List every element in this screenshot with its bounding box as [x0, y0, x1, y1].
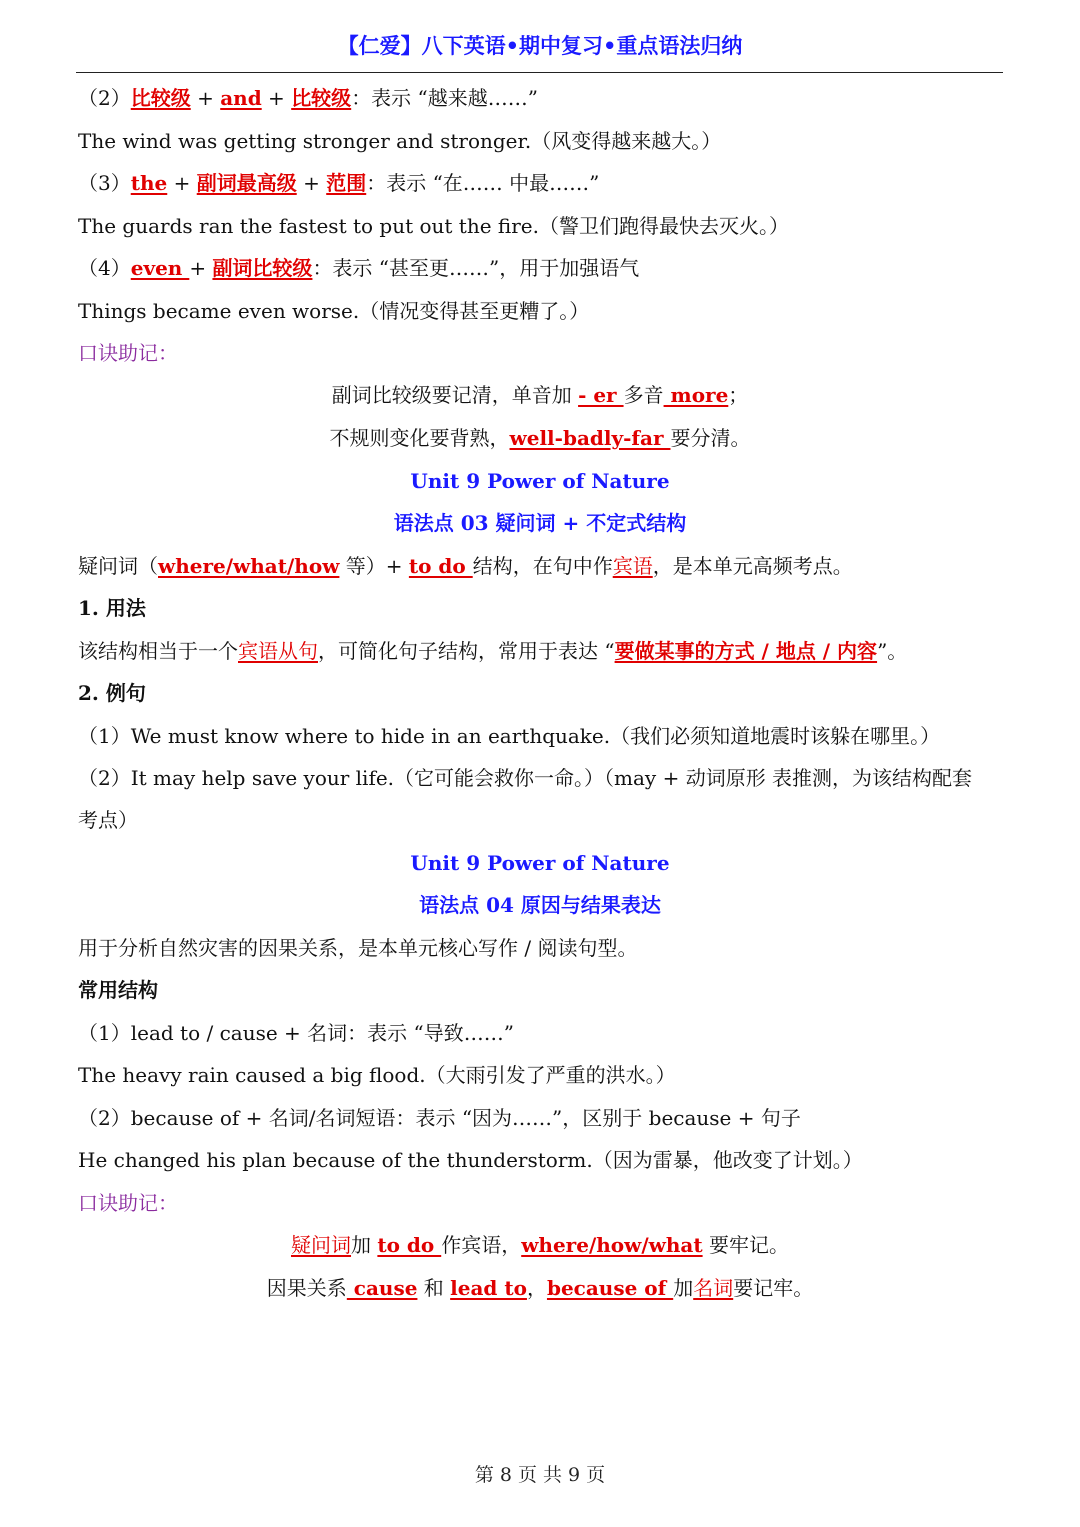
example-sentence: Things became even worse.（情况变得甚至更糟了。） — [78, 299, 590, 323]
keyword: 宾语从句 — [238, 639, 318, 663]
example-sentence: He changed his plan because of the thunderstorm.（因为雷暴，他改变了计划。） — [78, 1148, 863, 1172]
structure-3 — [78, 169, 1008, 197]
mnemonic-text: 要分清。 — [670, 426, 751, 450]
mnemonic-text: 不规则变化要背熟， — [329, 426, 510, 450]
keyword: - er — [578, 383, 624, 407]
structure-meaning: ：表示 “在…… 中最……” — [366, 171, 600, 195]
mnemonic-text: 多音 — [623, 383, 664, 407]
keyword: where/how/what — [521, 1233, 703, 1257]
keyword: 要做某事的方式 / 地点 / 内容 — [614, 639, 878, 663]
keyword: more — [663, 383, 729, 407]
keyword: 比较级 — [130, 86, 191, 110]
example-sentence-continued: 考点） — [78, 808, 138, 832]
usage-text-part: ，可简化句子结构，常用于表达 “ — [318, 639, 615, 663]
example-sentence: （2）It may help save your life.（它可能会救你一命。）（may + 动词原形 表推测，为该结构配套 — [78, 766, 973, 790]
structure-4 — [78, 254, 1008, 282]
usage-text — [78, 637, 1008, 665]
header-divider — [76, 72, 1003, 73]
keyword: cause — [346, 1276, 418, 1300]
keyword: 名词 — [693, 1276, 734, 1300]
mnemonic-line — [0, 1231, 1080, 1259]
subheading-common-structures: 常用结构 — [78, 978, 158, 1002]
mnemonic-label: 口诀助记： — [78, 341, 178, 365]
mnemonic-line — [0, 424, 1080, 452]
mnemonic-text: 加 — [351, 1233, 378, 1257]
structure-2-number: （2） — [78, 86, 131, 110]
keyword: lead to — [450, 1276, 527, 1300]
keyword: 范围 — [326, 171, 367, 195]
keyword: and — [220, 86, 262, 110]
structure-line: （2）because of + 名词/名词短语：表示 “因为……”，区别于 because + 句子 — [78, 1106, 801, 1130]
example-sentence: The heavy rain caused a big flood.（大雨引发了严重的洪水。） — [78, 1063, 676, 1087]
keyword: 比较级 — [291, 86, 352, 110]
keyword: because of — [546, 1276, 674, 1300]
usage-text-part: ”。 — [877, 639, 908, 663]
mnemonic-label: 口诀助记： — [78, 1191, 178, 1215]
mnemonic-text: 要牢记。 — [702, 1233, 789, 1257]
keyword: to do — [408, 554, 473, 578]
section-intro: 用于分析自然灾害的因果关系，是本单元核心写作 / 阅读句型。 — [78, 936, 638, 960]
plus-sign: + — [296, 171, 327, 195]
structure-meaning: ：表示 “甚至更……”，用于加强语气 — [312, 256, 640, 280]
structure-meaning: ：表示 “越来越……” — [351, 86, 538, 110]
grammar-point-title: 语法点 04 原因与结果表达 — [419, 893, 661, 917]
section-unit-title: Unit 9 Power of Nature — [410, 469, 670, 493]
page-number-footer: 第 8 页 共 9 页 — [474, 1464, 606, 1486]
subheading-examples: 2. 例句 — [78, 681, 146, 705]
intro-text: 疑问词（ — [78, 554, 158, 578]
usage-text-part: 该结构相当于一个 — [78, 639, 238, 663]
mnemonic-text: 加 — [673, 1276, 694, 1300]
section-unit-title: Unit 9 Power of Nature — [410, 851, 670, 875]
keyword: to do — [377, 1233, 442, 1257]
keyword: well-badly-far — [509, 426, 671, 450]
mnemonic-text: 作宾语， — [441, 1233, 522, 1257]
example-sentence: （1）We must know where to hide in an earthquake.（我们必须知道地震时该躲在哪里。） — [78, 724, 941, 748]
mnemonic-text: ， — [526, 1276, 547, 1300]
structure-4-number: （4） — [78, 256, 131, 280]
keyword: even — [130, 256, 190, 280]
intro-text: 结构，在句中作 — [472, 554, 613, 578]
intro-text: 等）+ — [339, 554, 409, 578]
plus-sign: + — [167, 171, 197, 195]
page-header-title: 【仁爱】八下英语•期中复习•重点语法归纳 — [337, 34, 743, 58]
keyword: where/what/how — [158, 554, 340, 578]
mnemonic-line — [0, 1274, 1080, 1302]
structure-3-number: （3） — [78, 171, 131, 195]
intro-text: ，是本单元高频考点。 — [652, 554, 853, 578]
structure-line: （1）lead to / cause + 名词：表示 “导致……” — [78, 1021, 514, 1045]
subheading-usage: 1. 用法 — [78, 596, 146, 620]
keyword: 副词比较级 — [212, 256, 313, 280]
structure-2 — [78, 84, 1008, 112]
keyword: 宾语 — [612, 554, 653, 578]
section-intro — [78, 552, 1008, 580]
mnemonic-text: 要记牢。 — [733, 1276, 814, 1300]
mnemonic-text: 副词比较级要记清，单音加 — [331, 383, 579, 407]
keyword: 副词最高级 — [196, 171, 297, 195]
mnemonic-line — [0, 381, 1080, 409]
mnemonic-text: 因果关系 — [266, 1276, 347, 1300]
plus-sign: + — [189, 256, 213, 280]
mnemonic-text: ； — [728, 383, 749, 407]
plus-sign: + — [261, 86, 292, 110]
plus-sign: + — [190, 86, 221, 110]
example-sentence: The wind was getting stronger and stronger.（风变得越来越大。） — [78, 129, 722, 153]
keyword: the — [130, 171, 168, 195]
mnemonic-text: 和 — [417, 1276, 451, 1300]
grammar-point-title: 语法点 03 疑问词 + 不定式结构 — [393, 511, 687, 535]
example-sentence: The guards ran the fastest to put out the fire.（警卫们跑得最快去灭火。） — [78, 214, 789, 238]
keyword: 疑问词 — [291, 1233, 352, 1257]
